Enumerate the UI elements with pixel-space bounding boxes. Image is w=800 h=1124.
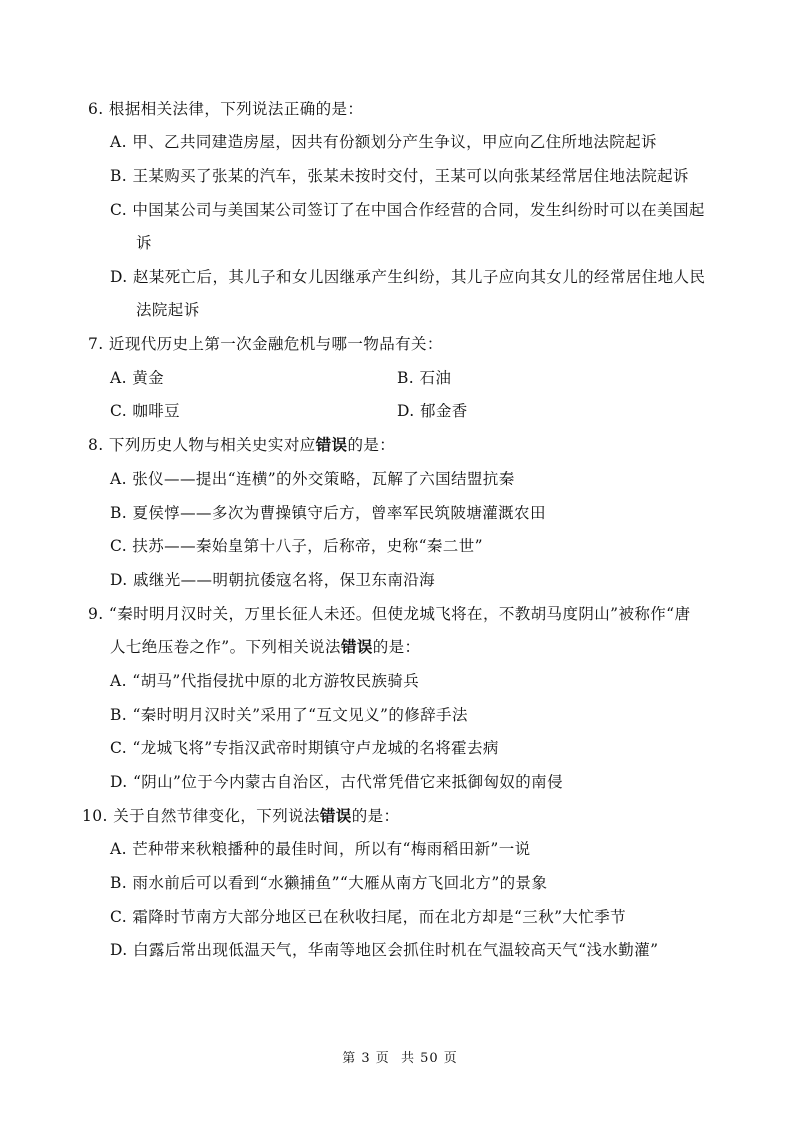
- option-letter: B.: [110, 874, 128, 892]
- q6-option-d: [110, 266, 705, 288]
- question-text: 近现代历史上第一次金融危机与哪一物品有关：: [108, 335, 443, 353]
- option-letter: D.: [110, 773, 128, 791]
- q7-option-b: [397, 367, 451, 389]
- question-number: 9.: [88, 605, 104, 623]
- q9-option-d: [110, 771, 563, 793]
- question-number: 8.: [88, 436, 104, 454]
- q6-option-c-continuation: 诉: [136, 234, 152, 252]
- option-letter: C.: [110, 402, 128, 420]
- option-text: 赵某死亡后，其儿子和女儿因继承产生纠纷，其儿子应向其女儿的经常居住地人民: [132, 268, 706, 286]
- page-total: 共 50 页: [400, 1051, 458, 1066]
- question-10-stem: [82, 805, 399, 827]
- option-text: 芒种带来秋粮播种的最佳时间，所以有“梅雨稻田新”一说: [132, 840, 531, 858]
- option-letter: D.: [110, 268, 128, 286]
- emphasis-keyword: 错误: [319, 806, 352, 825]
- q9-option-b: [110, 704, 468, 726]
- emphasis-keyword: 错误: [340, 637, 373, 656]
- option-letter: D.: [110, 941, 128, 959]
- question-number: 6.: [88, 100, 104, 118]
- q7-option-c: [110, 400, 180, 422]
- option-text: 扶苏——秦始皇第十八子，后称帝，史称“秦二世”: [132, 537, 483, 555]
- question-9-stem-continuation: [110, 636, 420, 658]
- option-letter: B.: [110, 504, 128, 522]
- q8-option-b: [110, 502, 546, 524]
- question-number: 10.: [82, 807, 108, 825]
- option-letter: C.: [110, 908, 128, 926]
- q10-option-d: [110, 939, 658, 961]
- question-7-stem: [88, 333, 443, 355]
- option-letter: A.: [110, 369, 127, 387]
- option-letter: C.: [110, 201, 128, 219]
- question-text: 关于自然节律变化，下列说法: [113, 807, 320, 825]
- question-text-end: 的是：: [372, 638, 421, 656]
- option-text: “胡马”代指侵扰中原的北方游牧民族骑兵: [132, 672, 420, 690]
- q9-option-c: [110, 737, 499, 759]
- question-text: 人七绝压卷之作”。下列相关说法: [110, 638, 341, 656]
- question-text-end: 的是：: [351, 807, 400, 825]
- page-number: 第 3 页: [342, 1051, 390, 1066]
- option-text: 中国某公司与美国某公司签订了在中国合作经营的合同，发生纠纷时可以在美国起: [132, 201, 705, 219]
- option-letter: D.: [110, 571, 128, 589]
- option-text: 雨水前后可以看到“水獭捕鱼”“大雁从南方飞回北方”的景象: [132, 874, 548, 892]
- question-number: 7.: [88, 335, 104, 353]
- q6-option-b: [110, 165, 689, 187]
- option-text: 甲、乙共同建造房屋，因共有份额划分产生争议，甲应向乙住所地法院起诉: [132, 133, 657, 151]
- option-text: 张仪——提出“连横”的外交策略，瓦解了六国结盟抗秦: [132, 470, 515, 488]
- q6-option-c: [110, 199, 705, 221]
- q7-option-d: [397, 400, 468, 422]
- q6-option-d-continuation: 法院起诉: [136, 301, 200, 319]
- question-6-stem: [88, 98, 363, 120]
- option-letter: C.: [110, 739, 128, 757]
- question-text: 下列历史人物与相关史实对应: [108, 436, 316, 454]
- question-text: “秦时明月汉时关，万里长征人未还。但使龙城飞将在，不教胡马度阴山”被称作“唐: [108, 605, 691, 623]
- question-9-stem: [88, 603, 690, 625]
- option-text: 郁金香: [419, 402, 468, 420]
- option-text: 夏侯惇——多次为曹操镇守后方，曾率军民筑陂塘灌溉农田: [132, 504, 546, 522]
- q7-option-a: [110, 367, 164, 389]
- option-letter: A.: [110, 672, 127, 690]
- option-text: 咖啡豆: [132, 402, 181, 420]
- option-letter: D.: [397, 402, 415, 420]
- option-text: 白露后常出现低温天气，华南等地区会抓住时机在气温较高天气“浅水勤灌”: [132, 941, 659, 959]
- option-text: 王某购买了张某的汽车，张某未按时交付，王某可以向张某经常居住地法院起诉: [132, 167, 689, 185]
- option-letter: C.: [110, 537, 128, 555]
- q10-option-b: [110, 872, 547, 894]
- option-text: 戚继光——明朝抗倭寇名将，保卫东南沿海: [132, 571, 436, 589]
- option-letter: A.: [110, 470, 127, 488]
- question-8-stem: [88, 434, 395, 456]
- q10-option-c: [110, 906, 626, 928]
- q8-option-d: [110, 569, 435, 591]
- q8-option-c: [110, 535, 483, 557]
- question-text-end: 的是：: [347, 436, 396, 454]
- option-text: “阴山”位于今内蒙古自治区，古代常凭借它来抵御匈奴的南侵: [132, 773, 563, 791]
- q8-option-a: [110, 468, 515, 490]
- option-letter: B.: [397, 369, 415, 387]
- option-letter: B.: [110, 706, 128, 724]
- question-text: 根据相关法律，下列说法正确的是：: [108, 100, 364, 118]
- page-footer: [0, 1050, 800, 1068]
- option-letter: A.: [110, 133, 127, 151]
- option-text: “秦时明月汉时关”采用了“互文见义”的修辞手法: [132, 706, 468, 724]
- option-text: 石油: [419, 369, 452, 387]
- option-letter: A.: [110, 840, 127, 858]
- q10-option-a: [110, 838, 531, 860]
- option-text: “龙城飞将”专指汉武帝时期镇守卢龙城的名将霍去病: [132, 739, 499, 757]
- q6-option-a: [110, 131, 657, 153]
- option-text: 霜降时节南方大部分地区已在秋收扫尾，而在北方却是“三秋”大忙季节: [132, 908, 627, 926]
- option-text: 黄金: [132, 369, 165, 387]
- option-letter: B.: [110, 167, 128, 185]
- q9-option-a: [110, 670, 419, 692]
- emphasis-keyword: 错误: [315, 435, 348, 454]
